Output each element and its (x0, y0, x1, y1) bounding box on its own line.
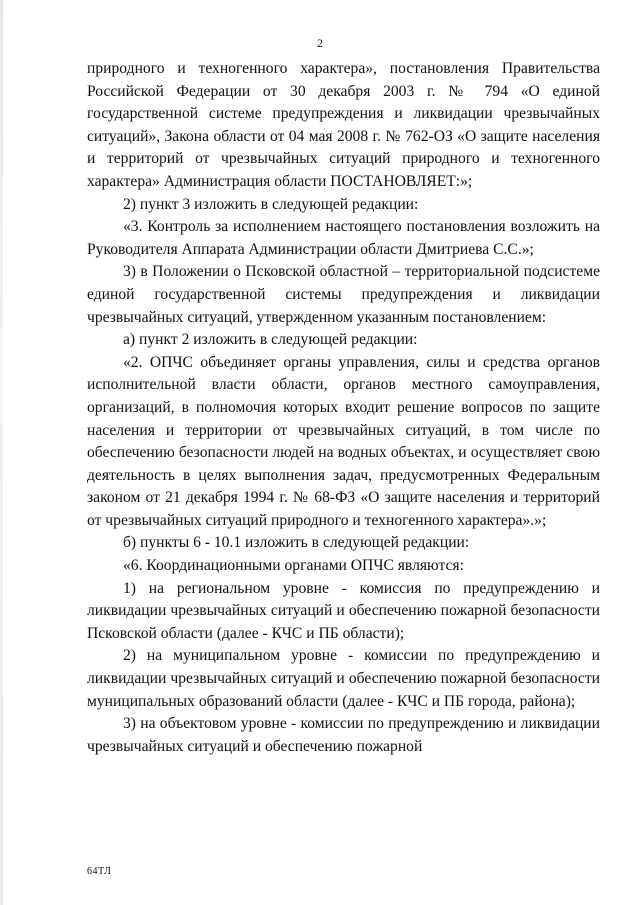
paragraph-list-item-3: 3) на объектовом уровне - комиссии по предупреждению и ликвидации чрезвычайных ситуаций и обеспечению пожарной (87, 715, 600, 755)
document-body (87, 58, 600, 758)
scan-edge-shadow (0, 0, 3, 905)
paragraph-list-item-2: 2) на муниципальном уровне - комиссии по предупреждению и ликвидации чрезвычайных ситуаций и обеспечению пожарной безопасности муниципальных образований области (далее - КЧС и ПБ города, района); (87, 647, 600, 710)
paragraph-item-2-text: «3. Контроль за исполнением настоящего постановления возложить на Руководителя Аппарата Администрации области Дмитриева С.С.»; (87, 218, 600, 258)
paragraph-clause-6: «6. Координационными органами ОПЧС являются: (123, 557, 464, 575)
paragraph-continuation: природного и техногенного характера», постановления Правительства Российской Федерации от 30 декабря 2003 г. № 794 «О единой государственной системе предупреждения и ликвидации чрезвычайных ситуаций», Закона области от 04 мая 2008 г. № 762-ОЗ «О защите населения и территорий от чрезвычайных ситуаций природного и техногенного характера» Администрация области ПОСТАНОВЛЯЕТ:»; (87, 60, 600, 190)
paragraph-subitem-a-text: «2. ОПЧС объединяет органы управления, силы и средства органов исполнительной власти области, органов местного самоуправления, организаций, в полномочия которых входит решение вопросов по защите населения и территории от чрезвычайных ситуаций, в том числе по обеспечению безопасности людей на водных объектах, и осуществляет свою деятельность в целях выполнения задач, предусмотренных Федеральным законом от 21 декабря 1994 г. № 68-ФЗ «О защите населения и территорий от чрезвычайных ситуаций природного и техногенного характера».»; (87, 353, 600, 529)
paragraph-list-item-1: 1) на региональном уровне - комиссия по предупреждению и ликвидации чрезвычайных ситуаций и обеспечению пожарной безопасности Псковской области (далее - КЧС и ПБ области); (87, 579, 600, 642)
paragraph-item-2: 2) пункт 3 изложить в следующей редакции: (123, 195, 419, 213)
footer-document-code: 64ТЛ (87, 866, 112, 877)
paragraph-subitem-a: а) пункт 2 изложить в следующей редакции: (123, 331, 418, 349)
page-number: 2 (317, 36, 323, 50)
paragraph-item-3: 3) в Положении о Псковской областной – территориальной подсистеме единой государственной системы предупреждения и ликвидации чрезвычайных ситуаций, утвержденном указанным постановлением: (87, 263, 600, 326)
paragraph-subitem-b: б) пункты 6 - 10.1 изложить в следующей редакции: (123, 534, 470, 552)
